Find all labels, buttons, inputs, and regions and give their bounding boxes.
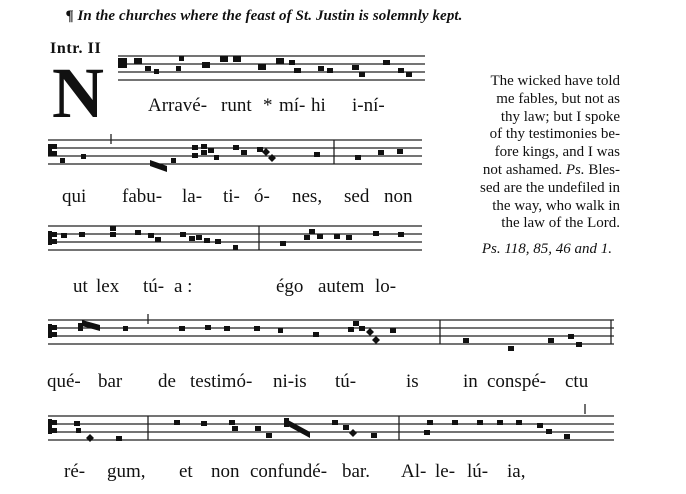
lyric-syllable: i-ní- [352, 95, 385, 116]
lyric-syllable: gum, [107, 461, 146, 482]
lyric-syllable: ó- [254, 186, 270, 207]
staff-1-notation [118, 48, 425, 88]
rubric-heading: ¶ In the churches where the feast of St. Justin is solemnly kept. [66, 8, 463, 24]
staff-2-notation [48, 132, 422, 176]
translation-line: thy law; but I spoke [500, 108, 620, 125]
lyric-syllable: mí- [279, 95, 306, 116]
lyric-syllable: ti- [223, 186, 240, 207]
lyric-syllable: lo- [375, 276, 397, 297]
lyric-syllable: la- [182, 186, 203, 207]
lyric-syllable: lú- [467, 461, 489, 482]
lyric-syllable: Al- [401, 461, 427, 482]
lyric-syllable: le- [435, 461, 456, 482]
translation-line-part: not ashamed. [482, 161, 563, 178]
translation-line-part: Bles- [588, 161, 620, 178]
ps-label: Ps. [565, 161, 585, 178]
translation-line: The wicked have told [490, 73, 620, 89]
lyric-syllable: ctu [565, 371, 589, 392]
lyric-syllable: nes, [292, 186, 323, 207]
lyric-syllable: a : [174, 276, 193, 297]
translation-line: sed are the undefiled in [480, 179, 620, 196]
lyric-syllable: non [211, 461, 240, 482]
lyric-syllable: * [263, 95, 273, 116]
scripture-citation: Ps. 118, 85, 46 and 1. [481, 241, 612, 257]
lyric-syllable: testimó- [190, 371, 253, 392]
lyric-syllable: in [463, 371, 478, 392]
staff-2 [48, 132, 422, 176]
staff-1 [118, 48, 425, 88]
lyric-syllable: conspé- [487, 371, 547, 392]
lyric-syllable: de [158, 371, 176, 392]
lyric-syllable: ut [73, 276, 88, 297]
lyric-syllable: égo [276, 276, 304, 297]
lyric-syllable: ia, [507, 461, 526, 482]
lyric-syllable: is [294, 371, 307, 392]
translation-line: the way, who walk in [492, 197, 620, 214]
translation-line: me fables, but not as [496, 90, 620, 107]
translation-line: of thy testimonies be- [489, 126, 620, 143]
lyric-syllable: qué- [47, 371, 81, 392]
lyric-syllable: ni- [273, 371, 295, 392]
lyric-syllable: ré- [64, 461, 86, 482]
drop-capital: N [52, 53, 104, 133]
lyric-syllable: lex [96, 276, 120, 297]
lyric-syllable: autem [318, 276, 365, 297]
lyric-syllable: Arravé- [148, 95, 208, 116]
lyric-syllable: qui [62, 186, 87, 207]
lyric-syllable: sed [344, 186, 370, 207]
staff-3 [48, 218, 422, 262]
lyric-syllable: hi [311, 95, 326, 116]
lyric-syllable: et [179, 461, 193, 482]
mode-label: Intr. II [50, 40, 102, 57]
translation-line: the law of the Lord. [501, 215, 620, 232]
lyric-syllable: non [384, 186, 413, 207]
lyric-syllable: fabu- [122, 186, 163, 207]
staff-3-notation [48, 218, 422, 262]
lyric-syllable: tú- [143, 276, 165, 297]
lyric-syllable: bar. [342, 461, 370, 482]
lyric-syllable: runt [221, 95, 252, 116]
translation-line [438, 162, 620, 180]
lyric-syllable: tú- [335, 371, 357, 392]
lyric-syllable: is [406, 371, 419, 392]
staff-5 [48, 408, 614, 456]
translation-line: fore kings, and I was [494, 144, 620, 161]
lyric-syllable: confundé- [250, 461, 328, 482]
staff-4-notation [48, 312, 614, 360]
lyric-syllable: bar [98, 371, 123, 392]
translation-text [438, 73, 620, 233]
staff-5-notation [48, 408, 614, 456]
staff-4 [48, 312, 614, 360]
